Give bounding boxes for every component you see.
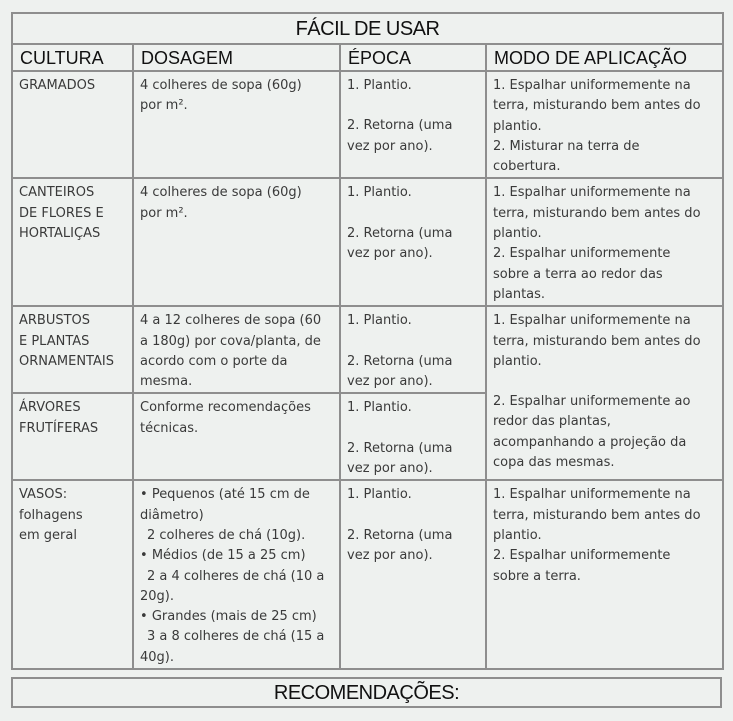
bullet: • bbox=[140, 548, 148, 564]
epoca-line: vez por ano). bbox=[347, 461, 433, 477]
epoca-line: 1. Plantio. bbox=[347, 400, 412, 416]
cell-dosagem bbox=[133, 393, 340, 480]
modo-line: 1. Espalhar uniformemente na bbox=[493, 487, 691, 503]
cell-dosagem bbox=[133, 71, 340, 178]
cell-modo bbox=[486, 178, 723, 306]
epoca-line: 1. Plantio. bbox=[347, 487, 412, 503]
header-cultura: CULTURA bbox=[12, 44, 133, 71]
cultura-line: DE FLORES E bbox=[19, 205, 104, 221]
dosagem-line: 40g). bbox=[140, 649, 174, 665]
dosagem-line: Pequenos (até 15 cm de bbox=[151, 487, 310, 503]
modo-line: copa das mesmas. bbox=[493, 455, 615, 471]
dosagem-line: por m². bbox=[140, 98, 188, 114]
table-title: FÁCIL DE USAR bbox=[12, 13, 723, 44]
cultura-line: ÁRVORES bbox=[19, 400, 81, 416]
cultura-line: VASOS: bbox=[19, 487, 68, 503]
cultura-line: E PLANTAS bbox=[19, 333, 90, 349]
table-row bbox=[12, 306, 723, 393]
modo-line: plantio. bbox=[493, 527, 542, 543]
modo-line: cobertura. bbox=[493, 159, 561, 175]
modo-line: terra, misturando bem antes do bbox=[493, 205, 701, 221]
modo-line: 1. Espalhar uniformemente na bbox=[493, 313, 691, 329]
dosagem-line: 20g). bbox=[140, 588, 174, 604]
epoca-line: vez por ano). bbox=[347, 138, 433, 154]
cell-cultura bbox=[12, 71, 133, 178]
dosagem-line: Grandes (mais de 25 cm) bbox=[151, 609, 317, 625]
dosagem-item bbox=[140, 485, 334, 546]
cell-modo bbox=[486, 71, 723, 178]
cultura-line: ORNAMENTAIS bbox=[19, 353, 114, 369]
dosagem-item bbox=[140, 607, 334, 668]
epoca-line: vez por ano). bbox=[347, 373, 433, 389]
modo-line: 2. Espalhar uniformemente ao bbox=[493, 394, 691, 410]
header-modo: MODO DE APLICAÇÃO bbox=[486, 44, 723, 71]
cultura-line: em geral bbox=[19, 527, 77, 543]
modo-line: redor das plantas, bbox=[493, 414, 611, 430]
bullet: • bbox=[140, 487, 148, 503]
header-dosagem: DOSAGEM bbox=[133, 44, 340, 71]
epoca-line: 2. Retorna (uma bbox=[347, 353, 453, 369]
dosagem-line: 3 a 8 colheres de chá (15 a bbox=[147, 629, 325, 645]
cell-cultura bbox=[12, 393, 133, 480]
modo-line: 1. Espalhar uniformemente na bbox=[493, 78, 691, 93]
bullet: • bbox=[140, 609, 148, 625]
cultura-line: folhagens bbox=[19, 507, 83, 523]
header-row bbox=[12, 44, 723, 71]
epoca-line: 2. Retorna (uma bbox=[347, 225, 453, 241]
cultura-line: CANTEIROS bbox=[19, 185, 95, 201]
dosagem-line: 4 a 12 colheres de sopa (60 bbox=[140, 313, 322, 329]
dosagem-line: Conforme recomendações bbox=[140, 400, 311, 416]
cell-dosagem bbox=[133, 306, 340, 393]
modo-line: 1. Espalhar uniformemente na bbox=[493, 185, 691, 201]
cell-epoca bbox=[340, 393, 486, 480]
dosagem-line: diâmetro) bbox=[140, 507, 204, 523]
dosagem-line: mesma. bbox=[140, 374, 193, 390]
epoca-line: 1. Plantio. bbox=[347, 78, 412, 93]
recommendations-title: RECOMENDAÇÕES: bbox=[11, 677, 722, 708]
dosagem-line: 4 colheres de sopa (60g) bbox=[140, 78, 302, 93]
modo-line: 2. Espalhar uniformemente bbox=[493, 548, 671, 564]
dosagem-line: acordo com o porte da bbox=[140, 353, 288, 369]
modo-line: 2. Misturar na terra de bbox=[493, 138, 640, 154]
dosagem-item bbox=[140, 546, 334, 607]
cell-dosagem bbox=[133, 480, 340, 669]
cell-epoca bbox=[340, 71, 486, 178]
usage-table bbox=[11, 12, 724, 670]
epoca-line: 1. Plantio. bbox=[347, 185, 412, 201]
modo-line: terra, misturando bem antes do bbox=[493, 333, 701, 349]
modo-line: plantio. bbox=[493, 353, 542, 369]
cell-cultura bbox=[12, 178, 133, 306]
modo-line: plantio. bbox=[493, 118, 542, 134]
epoca-line: 2. Retorna (uma bbox=[347, 527, 453, 543]
modo-line: plantio. bbox=[493, 226, 542, 242]
table-row bbox=[12, 71, 723, 178]
table-row bbox=[12, 480, 723, 669]
modo-line: acompanhando a projeção da bbox=[493, 434, 687, 450]
cell-epoca bbox=[340, 178, 486, 306]
cell-cultura bbox=[12, 480, 133, 669]
cell-dosagem bbox=[133, 178, 340, 306]
cultura-line: GRAMADOS bbox=[19, 78, 96, 93]
cell-epoca bbox=[340, 306, 486, 393]
header-epoca: ÉPOCA bbox=[340, 44, 486, 71]
modo-line: plantas. bbox=[493, 286, 546, 302]
dosagem-line: 4 colheres de sopa (60g) bbox=[140, 185, 302, 201]
dosagem-line: 2 colheres de chá (10g). bbox=[147, 527, 306, 543]
cell-cultura bbox=[12, 306, 133, 393]
table-row bbox=[12, 178, 723, 306]
cultura-line: ARBUSTOS bbox=[19, 313, 91, 329]
epoca-line: 2. Retorna (uma bbox=[347, 440, 453, 456]
cell-modo bbox=[486, 306, 723, 480]
epoca-line: vez por ano). bbox=[347, 246, 433, 262]
epoca-line: 2. Retorna (uma bbox=[347, 118, 453, 134]
dosagem-line: Médios (de 15 a 25 cm) bbox=[151, 548, 306, 564]
dosagem-line: por m². bbox=[140, 205, 188, 221]
epoca-line: 1. Plantio. bbox=[347, 313, 412, 329]
epoca-line: vez por ano). bbox=[347, 547, 433, 563]
modo-line: 2. Espalhar uniformemente bbox=[493, 246, 671, 262]
cell-epoca bbox=[340, 480, 486, 669]
modo-line: sobre a terra. bbox=[493, 568, 581, 584]
dosagem-line: a 180g) por cova/planta, de bbox=[140, 333, 321, 349]
dosagem-line: 2 a 4 colheres de chá (10 a bbox=[147, 568, 325, 584]
cultura-line: FRUTÍFERAS bbox=[19, 420, 99, 436]
modo-line: sobre a terra ao redor das bbox=[493, 266, 663, 282]
dosagem-line: técnicas. bbox=[140, 420, 199, 436]
modo-line: terra, misturando bem antes do bbox=[493, 98, 701, 114]
cultura-line: HORTALIÇAS bbox=[19, 226, 101, 242]
modo-line: terra, misturando bem antes do bbox=[493, 507, 701, 523]
cell-modo bbox=[486, 480, 723, 669]
